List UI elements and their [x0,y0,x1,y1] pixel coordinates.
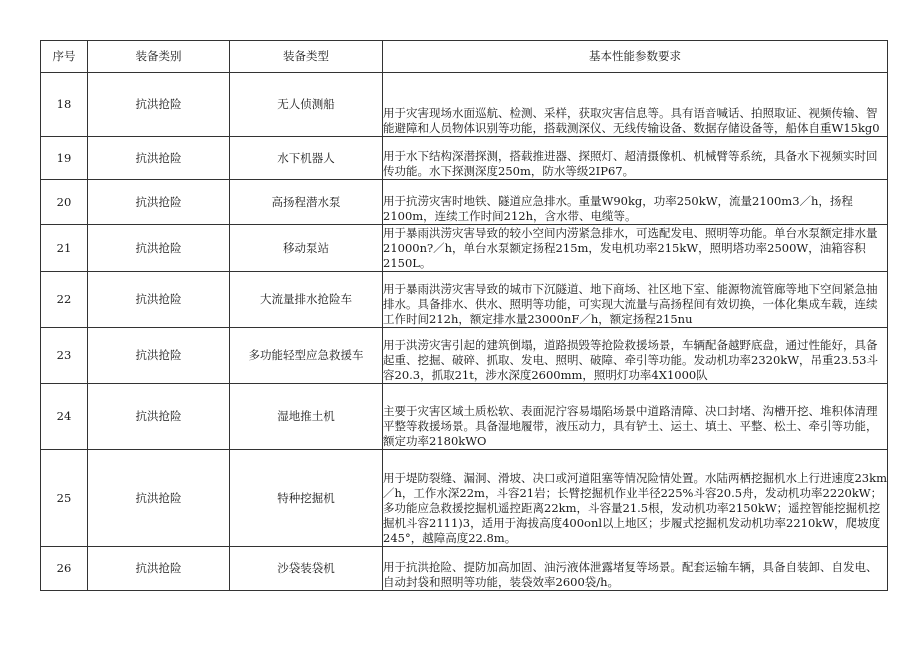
header-requirements: 基本性能参数要求 [383,41,888,73]
row-requirements: 用于水下结构深潜探测，搭载推进器、探照灯、超清摄像机、机械臂等系统，具备水下视频实时回传功能。水下探测深度250m，防水等级2IP67。 [383,137,888,180]
row-category: 抗洪抢险 [88,137,230,180]
table-row [41,450,888,547]
row-category: 抗洪抢险 [88,547,230,591]
row-type: 特种挖掘机 [230,450,383,547]
row-no: 22 [41,272,88,328]
row-no: 26 [41,547,88,591]
header-no: 序号 [41,41,88,73]
row-requirements: 用于暴雨洪涝灾害导致的较小空间内涝紧急排水，可选配发电、照明等功能。单台水泵额定排水量21000n?／h，单台水泵额定扬程215m，发电机功率215kW，照明塔功率2500W，油箱容积2150L。 [383,225,888,272]
row-category: 抗洪抢险 [88,450,230,547]
header-type: 装备类型 [230,41,383,73]
row-category: 抗洪抢险 [88,272,230,328]
row-type: 大流量排水抢险车 [230,272,383,328]
row-requirements: 用于堤防裂缝、漏洞、滑坡、决口或河道阻塞等情况险情处置。水陆两栖挖掘机水上行进速度23km／h，工作水深22m，斗容21岩；长臂挖掘机作业半径225%斗容20.5舟，发动机功率2220kW；多功能应急救援挖掘机遥控距离22km，斗容量21.5根，发动机功率2150kW；遥控智能挖掘机挖掘机斗容2111)3，适用于海拔高度400onl以上地区；步履式挖掘机发动机功率2210kW，爬坡度245°，越障高度22.8m。 [383,450,888,547]
row-category: 抗洪抢险 [88,180,230,225]
table-header-row [41,41,888,73]
row-type: 无人侦测船 [230,73,383,137]
row-no: 18 [41,73,88,137]
row-requirements: 用于抗洪抢险、提防加高加固、油污液体泄露堵复等场景。配套运输车辆，具备自装卸、自发电、自动封袋和照明等功能，装袋效率2600袋/h。 [383,547,888,591]
row-no: 19 [41,137,88,180]
row-category: 抗洪抢险 [88,328,230,384]
row-type: 湿地推土机 [230,384,383,450]
row-no: 20 [41,180,88,225]
row-requirements: 主要于灾害区域土质松软、表面泥泞容易塌陷场景中道路清障、决口封堵、沟槽开挖、堆积体清理平整等救援场景。具备湿地履带，液压动力，具有铲土、运土、填土、平整、松土、牵引等功能，额定功率2180kWO [383,384,888,450]
row-type: 多功能轻型应急救援车 [230,328,383,384]
row-requirements: 用于抗涝灾害时地铁、隧道应急排水。重量W90kg，功率250kW，流量2100m3／h，扬程2100m，连续工作时间212h，含水带、电缆等。 [383,180,888,225]
row-type: 高扬程潜水泵 [230,180,383,225]
row-no: 23 [41,328,88,384]
row-no: 25 [41,450,88,547]
table-row [41,547,888,591]
row-requirements: 用于暴雨洪涝灾害导致的城市下沉隧道、地下商场、社区地下室、能源物流管廊等地下空间紧急抽排水。具备排水、供水、照明等功能，可实现大流量与高扬程间有效切换，一体化集成车载，连续工作时间212h，额定排水量23000nF／h，额定扬程215nu [383,272,888,328]
table-row [41,180,888,225]
equipment-spec-table [40,40,888,591]
table-row [41,73,888,137]
header-category: 装备类别 [88,41,230,73]
table-row [41,328,888,384]
row-category: 抗洪抢险 [88,73,230,137]
row-category: 抗洪抢险 [88,384,230,450]
row-category: 抗洪抢险 [88,225,230,272]
table-row [41,384,888,450]
table-row [41,225,888,272]
row-type: 水下机器人 [230,137,383,180]
table-row [41,272,888,328]
table-row [41,137,888,180]
row-requirements: 用于洪涝灾害引起的建筑倒塌，道路损毁等抢险救援场景，车辆配备越野底盘，通过性能好，具备起重、挖掘、破碎、抓取、发电、照明、破障、牵引等功能。发动机功率2320kW，吊重23.53斗容20.3，抓取21t，涉水深度2600mm，照明灯功率4X1000队 [383,328,888,384]
row-requirements: 用于灾害现场水面巡航、检测、采样，获取灾害信息等。具有语音喊话、拍照取证、视频传输、智能避障和人员物体识别等功能，搭载测深仪、无线传输设备、数据存储设备等，船体自重W15kg0 [383,73,888,137]
row-no: 24 [41,384,88,450]
row-no: 21 [41,225,88,272]
row-type: 沙袋装袋机 [230,547,383,591]
row-type: 移动泵站 [230,225,383,272]
